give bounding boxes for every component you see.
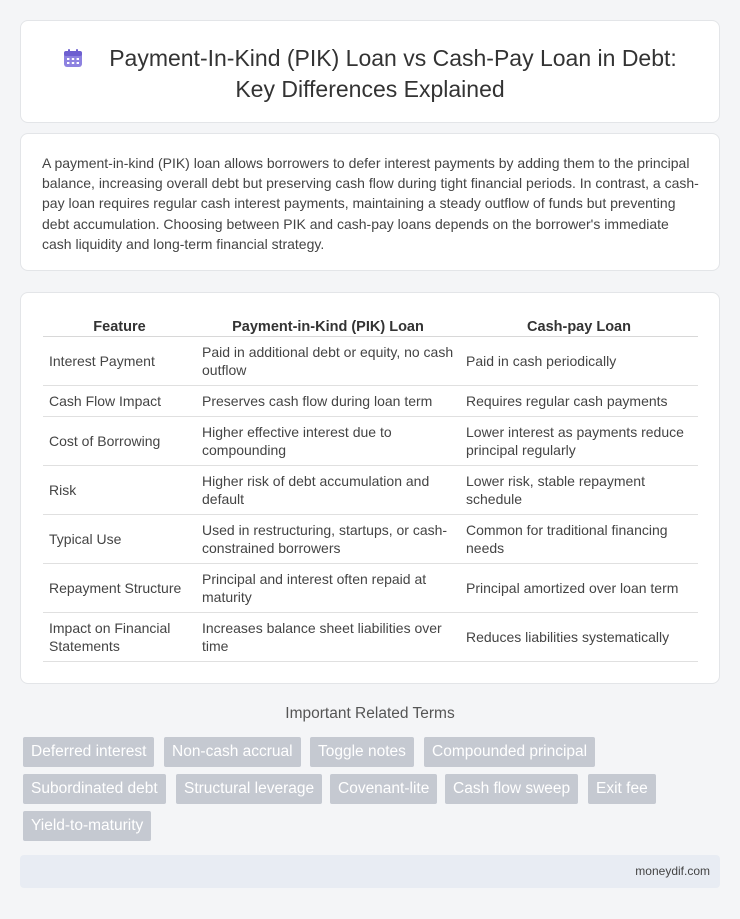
related-term-tag[interactable]: Yield-to-maturity xyxy=(23,811,151,841)
row-pik-value: Paid in additional debt or equity, no cash outflow xyxy=(196,337,460,386)
row-cash-value: Principal amortized over loan term xyxy=(460,564,698,613)
table-row xyxy=(43,337,698,386)
row-feature: Risk xyxy=(43,466,196,515)
related-term-tag[interactable]: Cash flow sweep xyxy=(445,774,578,804)
related-terms-title: Important Related Terms xyxy=(285,705,455,722)
row-cash-value: Lower risk, stable repayment schedule xyxy=(460,466,698,515)
row-cash-value: Paid in cash periodically xyxy=(460,337,698,386)
row-feature: Impact on Financial Statements xyxy=(43,613,196,662)
row-pik-value: Increases balance sheet liabilities over time xyxy=(196,613,460,662)
row-cash-value: Lower interest as payments reduce principal regularly xyxy=(460,417,698,466)
row-pik-value: Principal and interest often repaid at maturity xyxy=(196,564,460,613)
table-row xyxy=(43,515,698,564)
table-row xyxy=(43,386,698,417)
summary-text: A payment-in-kind (PIK) loan allows borrowers to defer interest payments by adding them to the principal balance, increasing overall debt but preserving cash flow during tight financial periods. In contrast, a cash-pay loan requires regular cash interest payments, maintaining a steady outflow of funds but preventing debt accumulation. Choosing between PIK and cash-pay loans depends on the borrower's immediate cash liquidity and long-term financial strategy. xyxy=(42,155,699,252)
comparison-table-card xyxy=(20,292,720,684)
page-title: Payment-In-Kind (PIK) Loan vs Cash-Pay Loan in Debt: Key Differences Explained xyxy=(109,45,677,102)
row-feature: Typical Use xyxy=(43,515,196,564)
table-row xyxy=(43,466,698,515)
row-pik-value: Higher risk of debt accumulation and default xyxy=(196,466,460,515)
row-cash-value: Common for traditional financing needs xyxy=(460,515,698,564)
table-row xyxy=(43,417,698,466)
row-cash-value: Reduces liabilities systematically xyxy=(460,613,698,662)
related-term-tag[interactable]: Exit fee xyxy=(588,774,656,804)
summary-card xyxy=(20,133,720,271)
header-cash-pay-loan: Cash-pay Loan xyxy=(460,315,698,337)
row-pik-value: Used in restructuring, startups, or cash-constrained borrowers xyxy=(196,515,460,564)
table-header-row xyxy=(43,315,698,337)
title-card xyxy=(20,20,720,123)
row-cash-value: Requires regular cash payments xyxy=(460,386,698,417)
calendar-icon xyxy=(63,48,83,68)
related-term-tag[interactable]: Deferred interest xyxy=(23,737,154,767)
related-term-tag[interactable]: Non-cash accrual xyxy=(164,737,301,767)
footer-site-link[interactable]: moneydif.com xyxy=(635,864,710,878)
row-feature: Interest Payment xyxy=(43,337,196,386)
row-feature: Cost of Borrowing xyxy=(43,417,196,466)
related-term-tag[interactable]: Subordinated debt xyxy=(23,774,166,804)
footer xyxy=(20,855,720,888)
comparison-table xyxy=(43,315,698,662)
page-title-wrap xyxy=(21,43,719,105)
related-term-tag[interactable]: Structural leverage xyxy=(176,774,322,804)
header-pik-loan: Payment-in-Kind (PIK) Loan xyxy=(196,315,460,337)
row-feature: Repayment Structure xyxy=(43,564,196,613)
row-feature: Cash Flow Impact xyxy=(43,386,196,417)
row-pik-value: Higher effective interest due to compounding xyxy=(196,417,460,466)
header-feature: Feature xyxy=(43,315,196,337)
related-term-tag[interactable]: Compounded principal xyxy=(424,737,595,767)
related-term-tag[interactable]: Toggle notes xyxy=(310,737,414,767)
table-row xyxy=(43,564,698,613)
table-row xyxy=(43,613,698,662)
related-term-tag[interactable]: Covenant-lite xyxy=(330,774,437,804)
row-pik-value: Preserves cash flow during loan term xyxy=(196,386,460,417)
